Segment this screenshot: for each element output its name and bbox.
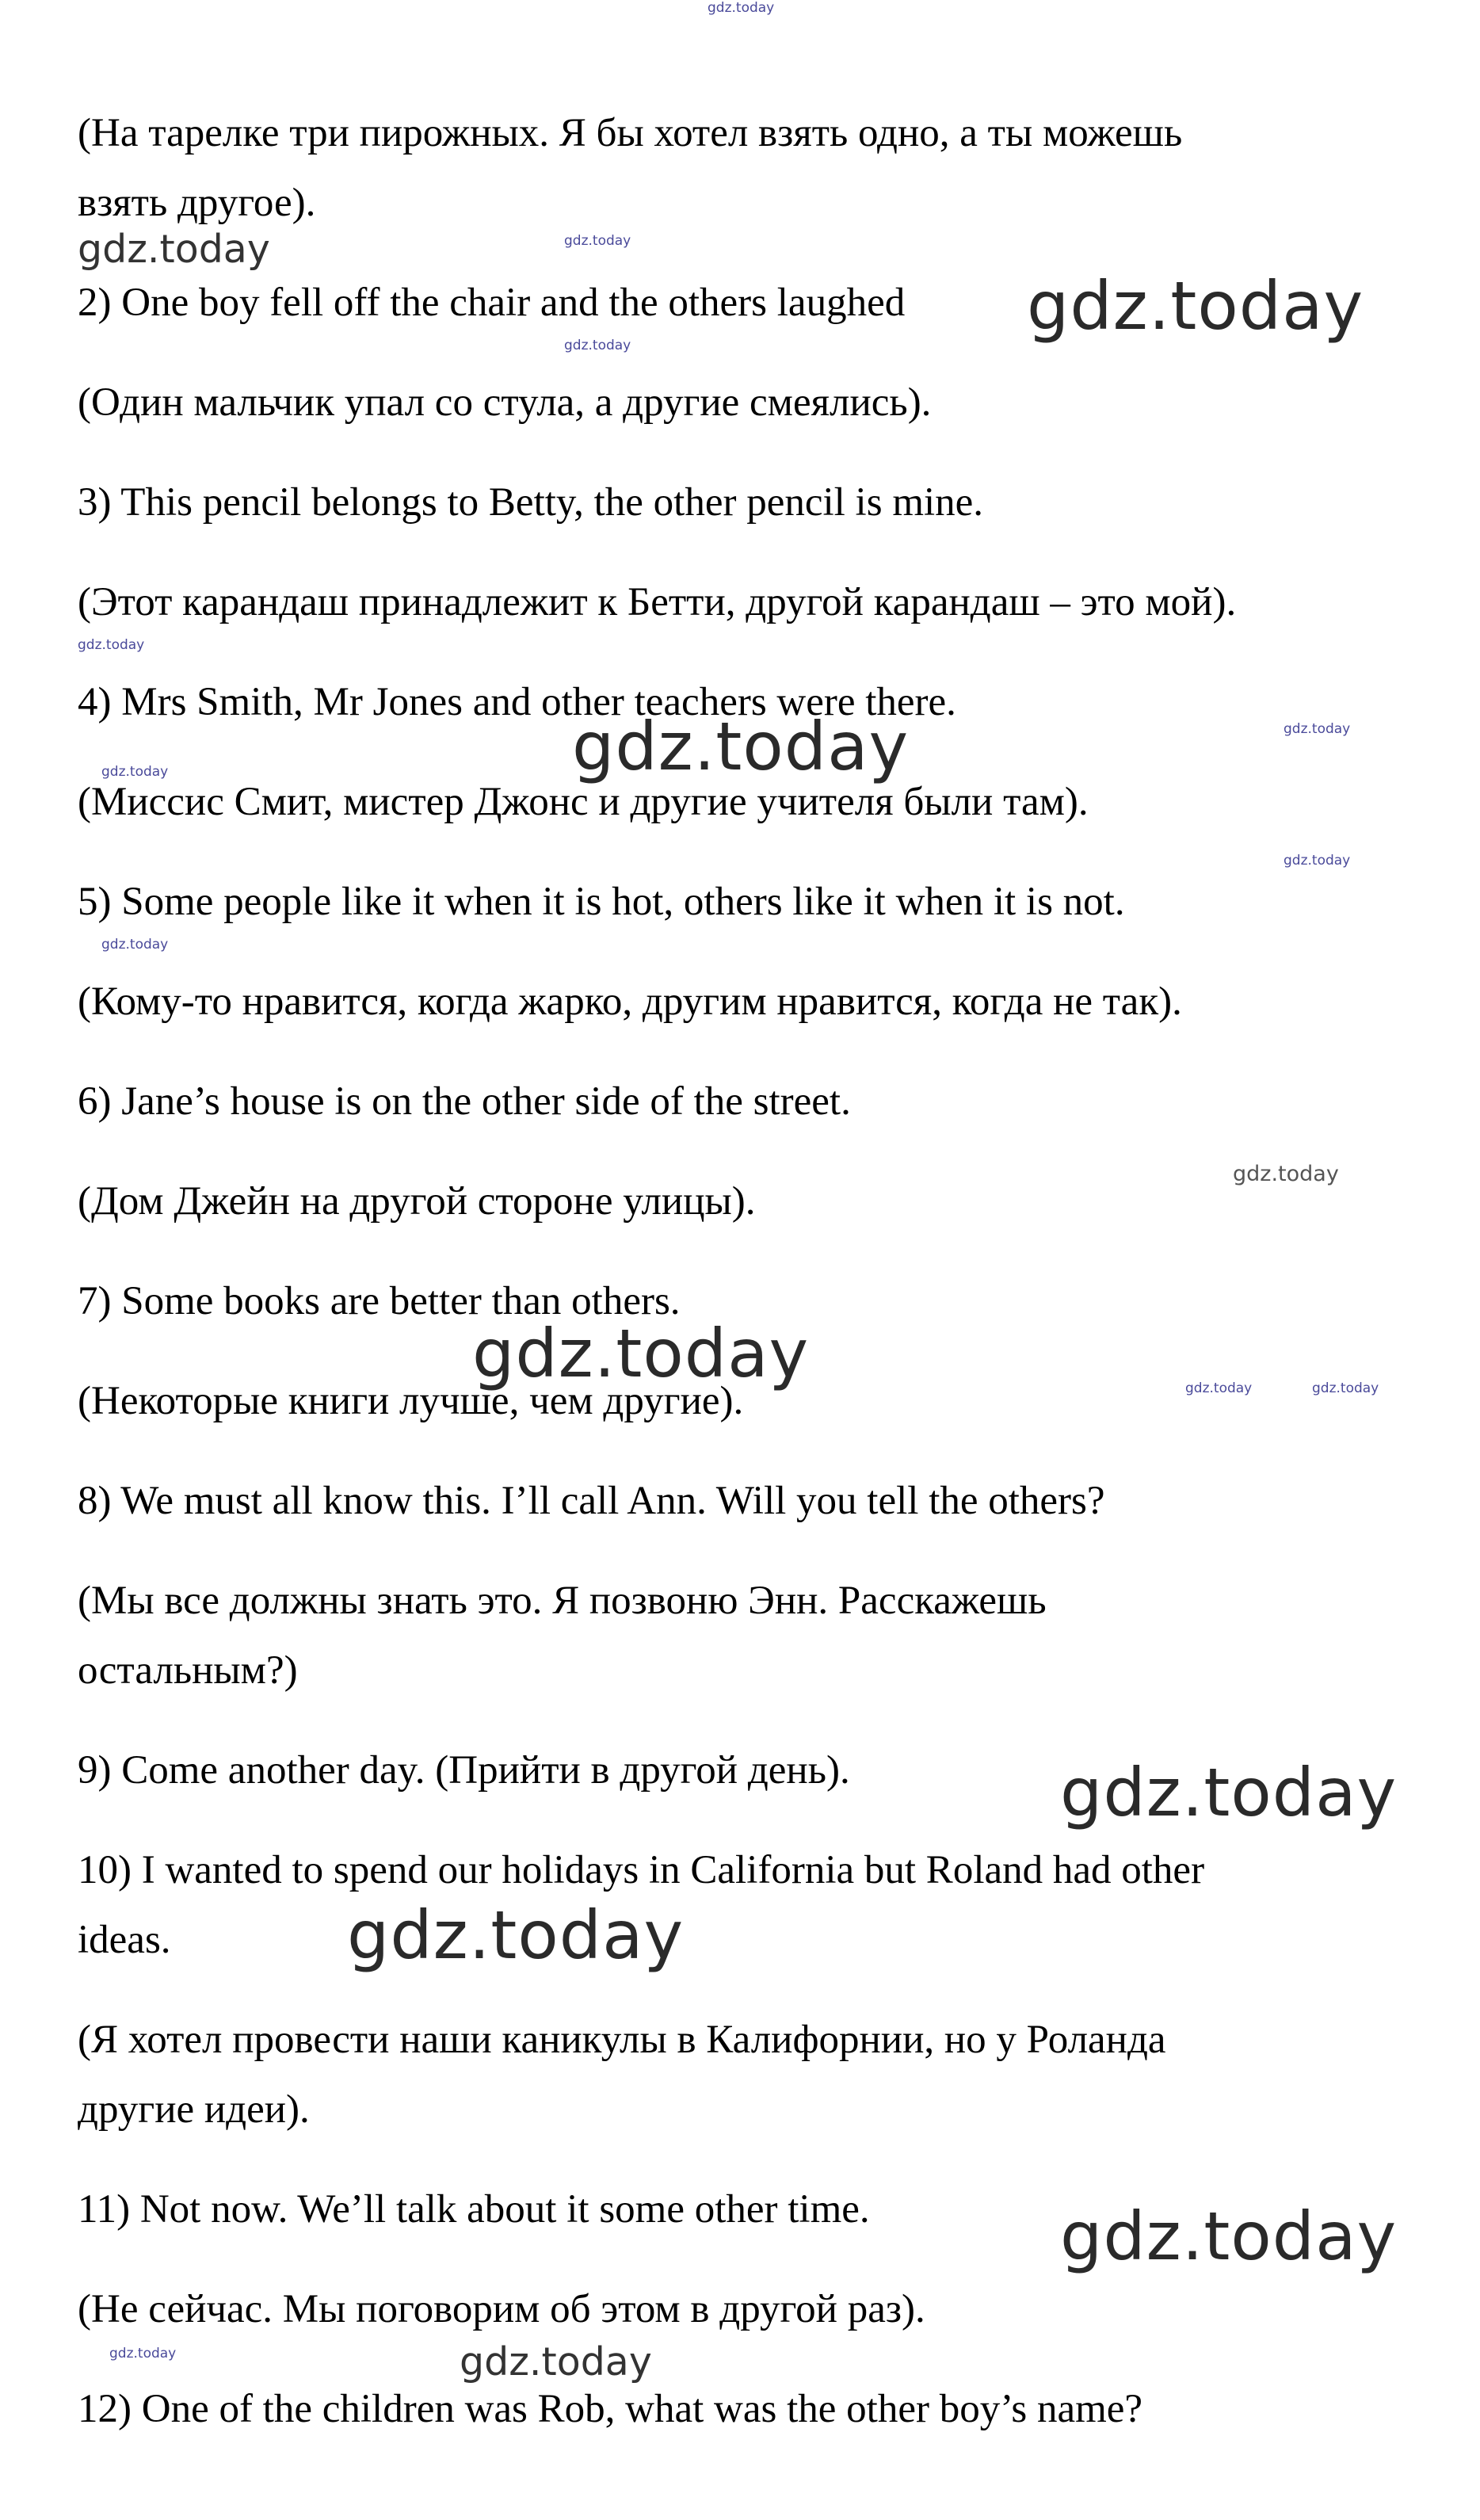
text-line: (Миссис Смит, мистер Джонс и другие учителя были там). (78, 780, 1089, 824)
watermark: gdz.today (1060, 2197, 1398, 2275)
watermark: gdz.today (564, 338, 631, 353)
watermark: gdz.today (564, 233, 631, 249)
watermark: gdz.today (101, 764, 169, 780)
watermark: gdz.today (109, 2346, 177, 2362)
text-line: (Дом Джейн на другой стороне улицы). (78, 1179, 756, 1224)
watermark: gdz.today (708, 0, 775, 16)
watermark: gdz.today (1233, 1162, 1339, 1186)
watermark: gdz.today (78, 637, 145, 653)
text-line: (Некоторые книги лучше, чем другие). (78, 1379, 744, 1423)
text-line: (Мы все должны знать это. Я позвоню Энн. Расскажешь (78, 1579, 1047, 1623)
text-line: взять другое). (78, 181, 316, 225)
text-line: 9) Come another day. (Прийти в другой день). (78, 1748, 850, 1793)
text-line: (Кому-то нравится, когда жарко, другим нравится, когда не так). (78, 979, 1182, 1024)
watermark: gdz.today (460, 2339, 652, 2384)
text-line: (Не сейчас. Мы поговорим об этом в другой раз). (78, 2287, 925, 2331)
text-line: 12) One of the children was Rob, what was the other boy’s name? (78, 2387, 1143, 2431)
text-line: 4) Mrs Smith, Mr Jones and other teachers were there. (78, 680, 956, 724)
text-line: (Один мальчик упал со стула, а другие смеялись). (78, 380, 932, 425)
watermark: gdz.today (78, 227, 270, 272)
watermark: gdz.today (1284, 853, 1351, 869)
text-line: другие идеи). (78, 2087, 310, 2132)
text-line: 6) Jane’s house is on the other side of the street. (78, 1079, 851, 1124)
text-line: остальным?) (78, 1648, 298, 1693)
text-line: ideas. (78, 1918, 171, 1962)
text-line: 11) Not now. We’ll talk about it some other time. (78, 2187, 870, 2232)
text-line: (Я хотел провести наши каникулы в Калифорнии, но у Роланда (78, 2018, 1166, 2062)
text-line: 3) This pencil belongs to Betty, the other pencil is mine. (78, 480, 984, 525)
text-line: (На тарелке три пирожных. Я бы хотел взять одно, а ты можешь (78, 111, 1183, 155)
watermark: gdz.today (572, 708, 910, 785)
text-line: 7) Some books are better than others. (78, 1279, 681, 1323)
text-line: 5) Some people like it when it is hot, others like it when it is not. (78, 880, 1125, 924)
text-line: 2) One boy fell off the chair and the others laughed (78, 281, 906, 325)
watermark: gdz.today (472, 1315, 810, 1392)
watermark: gdz.today (347, 1896, 685, 1974)
watermark: gdz.today (1284, 721, 1351, 737)
text-line: 10) I wanted to spend our holidays in California but Roland had other (78, 1848, 1205, 1892)
watermark: gdz.today (1060, 1754, 1398, 1831)
text-line: (Этот карандаш принадлежит к Бетти, другой карандаш – это мой). (78, 580, 1237, 624)
text-line: 8) We must all know this. I’ll call Ann. Will you tell the others? (78, 1479, 1105, 1523)
watermark: gdz.today (1312, 1380, 1379, 1396)
watermark: gdz.today (1185, 1380, 1253, 1396)
watermark: gdz.today (1027, 267, 1364, 345)
watermark: gdz.today (101, 937, 169, 953)
